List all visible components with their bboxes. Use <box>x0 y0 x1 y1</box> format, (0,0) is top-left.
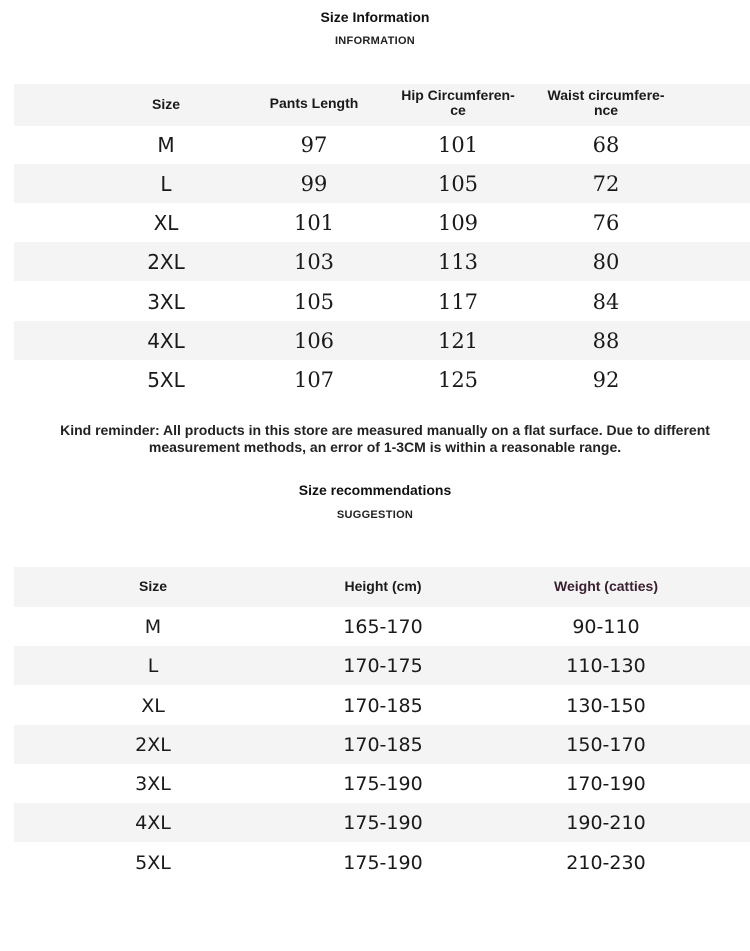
size-rec-cell: 130-150 <box>566 695 646 717</box>
size-info-cell: 84 <box>592 290 620 314</box>
size-info-cell: 3XL <box>147 290 185 314</box>
size-info-cell: 2XL <box>147 250 185 274</box>
size-info-cell: 105 <box>437 172 479 196</box>
size-info-cell: 88 <box>592 329 620 353</box>
size-info-cell: 107 <box>293 368 335 392</box>
size-info-cell: 5XL <box>147 368 185 392</box>
size-rec-header-cell: Weight (catties) <box>554 578 658 594</box>
size-info-cell: 4XL <box>147 329 185 353</box>
size-rec-cell: 170-175 <box>343 655 423 677</box>
size-info-cell: M <box>157 133 175 157</box>
size-rec-cell: 175-190 <box>343 812 423 834</box>
size-info-cell: L <box>160 172 172 196</box>
size-rec-cell: XL <box>141 695 165 717</box>
size-info-cell: 106 <box>293 329 335 353</box>
size-info-cell: 101 <box>437 133 479 157</box>
size-rec-title: Size recommendations <box>298 482 452 498</box>
size-rec-cell: 110-130 <box>566 655 646 677</box>
size-rec-cell: 210-230 <box>566 852 646 874</box>
size-info-title: Size Information <box>320 9 430 25</box>
size-rec-cell: 190-210 <box>566 812 646 834</box>
size-rec-cell: 175-190 <box>343 773 423 795</box>
size-info-cell: 80 <box>592 250 620 274</box>
size-info-cell: 72 <box>592 172 620 196</box>
size-rec-subtitle: SUGGESTION <box>336 509 414 521</box>
size-rec-header-cell: Height (cm) <box>344 578 422 594</box>
size-rec-cell: 5XL <box>135 852 171 874</box>
size-info-cell: 105 <box>293 290 335 314</box>
size-info-cell: 97 <box>300 133 328 157</box>
size-info-header-cell: Pants Length <box>269 95 359 111</box>
size-info-cell: 99 <box>300 172 328 196</box>
size-info-header-cell: Hip Circumferen- ce <box>401 87 515 118</box>
size-rec-cell: 170-185 <box>343 734 423 756</box>
size-rec-cell: 150-170 <box>566 734 646 756</box>
size-info-cell: 68 <box>592 133 620 157</box>
size-rec-cell: 3XL <box>135 773 171 795</box>
kind-reminder: Kind reminder: All products in this store are measured manually on a flat surface. Due to different measurement methods, an error of 1-3CM is within a reasonable range. <box>60 422 710 455</box>
size-info-cell: XL <box>153 211 179 235</box>
size-rec-cell: 90-110 <box>572 616 640 638</box>
size-info-cell: 103 <box>293 250 335 274</box>
size-info-header-cell: Waist circumfere- nce <box>547 87 665 118</box>
size-info-cell: 121 <box>437 329 479 353</box>
size-info-cell: 109 <box>437 211 479 235</box>
size-rec-cell: 165-170 <box>343 616 423 638</box>
size-rec-header-cell: Size <box>138 578 167 594</box>
size-info-cell: 113 <box>437 250 479 274</box>
size-rec-cell: M <box>144 616 162 638</box>
size-info-subtitle: INFORMATION <box>334 35 416 47</box>
size-info-cell: 117 <box>437 290 479 314</box>
size-rec-cell: 175-190 <box>343 852 423 874</box>
size-info-header-cell: Size <box>151 96 180 112</box>
size-rec-cell: 2XL <box>135 734 171 756</box>
size-rec-cell: 170-185 <box>343 695 423 717</box>
size-rec-cell: L <box>147 655 159 677</box>
size-rec-cell: 4XL <box>135 812 171 834</box>
size-info-cell: 125 <box>437 368 479 392</box>
size-rec-cell: 170-190 <box>566 773 646 795</box>
size-info-cell: 101 <box>293 211 335 235</box>
size-info-cell: 76 <box>592 211 620 235</box>
size-info-cell: 92 <box>592 368 620 392</box>
